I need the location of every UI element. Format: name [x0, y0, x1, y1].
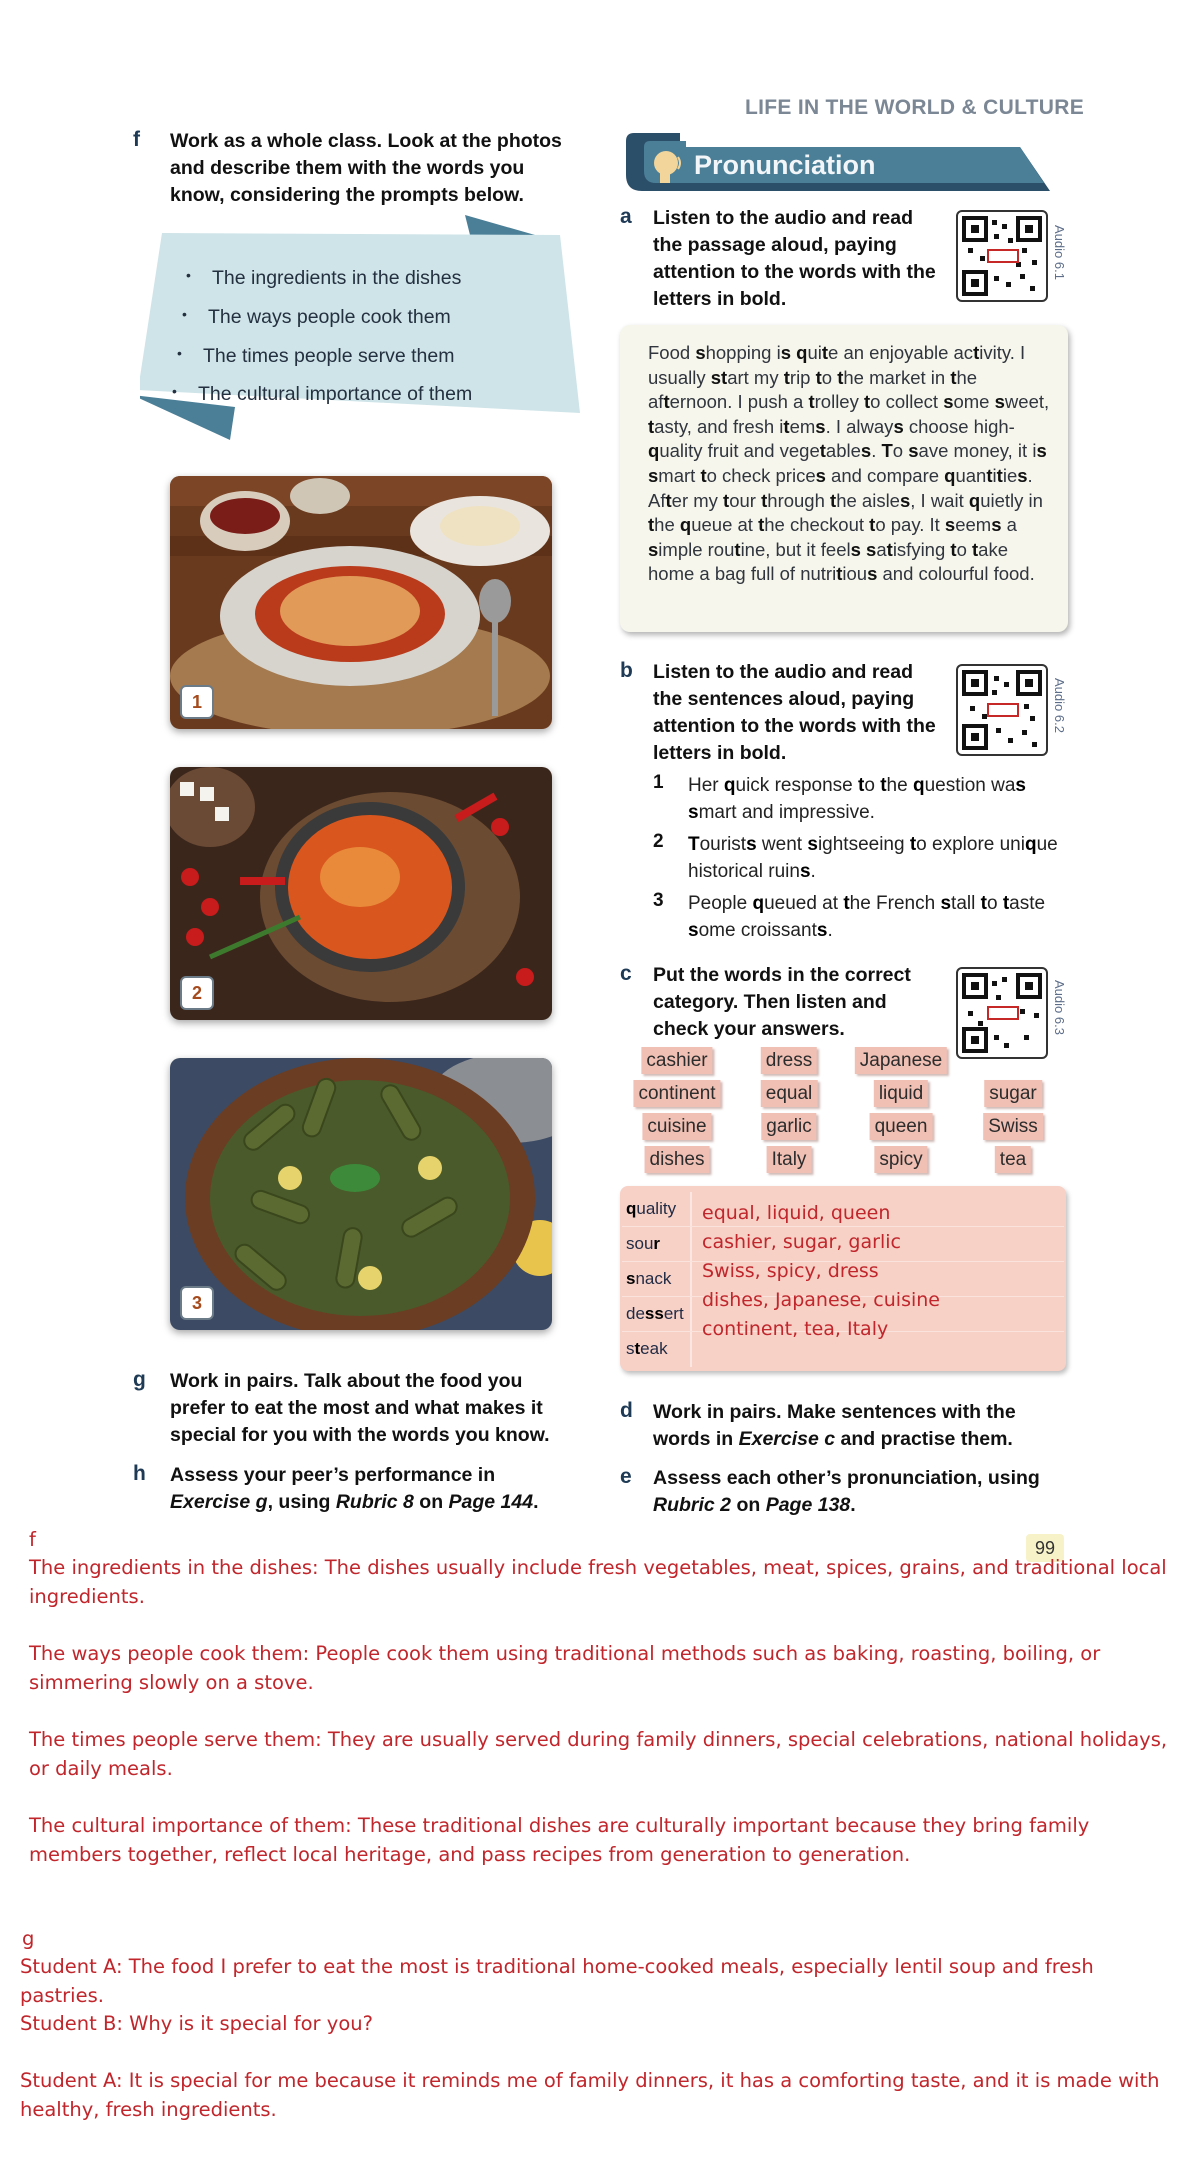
reading-passage-box [620, 325, 1068, 632]
audio-label: Audio 6.2 [1052, 678, 1067, 733]
answer-f-1: The ingredients in the dishes: The dishes usually include fresh vegetables, meat, spices, grains, and traditional local ingredients. [29, 1556, 1167, 1608]
qr-code-audio-6-2[interactable] [956, 664, 1048, 756]
answer-f-2: The ways people cook them: People cook them using traditional methods such as baking, roasting, boiling, or simmering slowly on a stove. [29, 1642, 1101, 1694]
answer-f-4: The cultural importance of them: These traditional dishes are culturally important because they bring family members together, reflect local heritage, and pass recipes from generation to generation. [29, 1814, 1090, 1866]
prompt-list [140, 235, 578, 430]
sentence-text: Her quick response to the question was smart and impressive. [688, 775, 1026, 823]
instruction-line: know, considering the prompts below. [170, 184, 524, 206]
category-answer: cashier, sugar, garlic [702, 1231, 901, 1253]
instruction-line: Put the words in the correct [653, 964, 911, 986]
prompt-item: • The ingredients in the dishes [212, 267, 461, 290]
sentence-number: 3 [653, 890, 664, 911]
word-tag: dishes [645, 1146, 710, 1173]
qr-code-audio-6-1[interactable] [956, 210, 1048, 302]
word-tag: spicy [874, 1146, 927, 1173]
word-tag: Japanese [855, 1047, 947, 1074]
answer-g-2: Student B: Why is it special for you? [20, 2012, 373, 2035]
instruction-line: check your answers. [653, 1018, 845, 1040]
photo-number: 3 [180, 1286, 214, 1320]
qr-code-audio-6-3[interactable] [956, 967, 1048, 1059]
section-title: LIFE IN THE WORLD & CULTURE [744, 96, 1084, 119]
exercise-a-instruction [653, 205, 953, 313]
answer-g-1: Student A: The food I prefer to eat the most is traditional home-cooked meals, especially lentil soup and fresh pastries. [20, 1955, 1094, 2007]
exercise-c-letter: c [620, 962, 632, 985]
qr-code-icon [958, 212, 1046, 300]
pronunciation-title: Pronunciation [694, 150, 876, 180]
category-word: sour [626, 1234, 661, 1253]
photo-number: 1 [180, 685, 214, 719]
prompt-item: • The cultural importance of them [198, 383, 472, 406]
category-word: snack [626, 1269, 672, 1288]
exercise-d-letter: d [620, 1399, 633, 1422]
exercise-d-instruction [653, 1399, 1093, 1453]
instruction-line: Rubric 2 on Page 138. [653, 1494, 856, 1516]
instruction-line: Work as a whole class. Look at the photos [170, 130, 562, 152]
sentence-text: People queued at the French stall to taste some croissants. [688, 893, 1046, 941]
instruction-line: attention to the words with the [653, 261, 936, 283]
category-divider [690, 1192, 692, 1367]
exercise-b-letter: b [620, 659, 633, 682]
word-tag: equal [761, 1080, 818, 1107]
instruction-line: Assess your peer’s performance in [170, 1464, 496, 1486]
answer-g-label: g [22, 1927, 35, 1950]
exercise-g-instruction [170, 1368, 600, 1449]
word-tag: queen [870, 1113, 933, 1140]
word-tag: tea [995, 1146, 1031, 1173]
instruction-line: Work in pairs. Talk about the food you [170, 1370, 523, 1392]
reading-passage: Food shopping is quite an enjoyable activity. I usually start my trip to the market in the afternoon. I push a trolley to collect some sweet, tasty, and fresh items. I always choose high-quality fruit and vegetables. To save money, it is smart to check prices and compare quantities. After my tour through the aisles, I wait quietly in the queue at the checkout to pay. It seems a simple routine, but it feels satisfying to take home a bag full of nutritious and colourful food. [648, 342, 1050, 585]
audio-label: Audio 6.1 [1052, 225, 1067, 280]
prompt-item: • The times people serve them [203, 345, 454, 368]
prompt-box [140, 235, 578, 430]
audio-label: Audio 6.3 [1052, 980, 1067, 1035]
instruction-line: the passage aloud, paying [653, 234, 897, 256]
word-tag: continent [633, 1080, 720, 1107]
exercise-e-letter: e [620, 1465, 632, 1488]
answer-f-3: The times people serve them: They are usually served during family dinners, special celebrations, national holidays, or daily meals. [29, 1728, 1168, 1780]
exercise-h-letter: h [133, 1462, 146, 1485]
instruction-line: Exercise g, using Rubric 8 on Page 144. [170, 1491, 539, 1513]
word-tag: Swiss [983, 1113, 1043, 1140]
instruction-line: Listen to the audio and read [653, 661, 914, 683]
answer-g-3: Student A: It is special for me because it reminds me of family dinners, it has a comforting taste, and it is made with healthy, fresh ingredients. [20, 2069, 1160, 2121]
instruction-line: the sentences aloud, paying [653, 688, 915, 710]
word-tag: garlic [761, 1113, 816, 1140]
word-tag: liquid [874, 1080, 928, 1107]
word-tag: Italy [767, 1146, 812, 1173]
photo-2-menemen [170, 767, 552, 1020]
bean-dish-image [170, 476, 552, 729]
exercise-c-instruction [653, 962, 953, 1043]
instruction-line: prefer to eat the most and what makes it [170, 1397, 543, 1419]
exercise-f-letter: f [133, 128, 140, 151]
category-answer: equal, liquid, queen [702, 1202, 891, 1224]
photo-3-dolma [170, 1058, 552, 1330]
photo-1-beans [170, 476, 552, 729]
exercise-b-instruction [653, 659, 953, 767]
egg-pan-dish-image [170, 767, 552, 1020]
instruction-line: letters in bold. [653, 742, 787, 764]
sentence-number: 2 [653, 831, 664, 852]
sentence-number: 1 [653, 772, 664, 793]
qr-code-icon [958, 666, 1046, 754]
exercise-h-instruction [170, 1462, 600, 1516]
exercise-f-instruction [170, 128, 600, 209]
instruction-line: attention to the words with the [653, 715, 936, 737]
prompt-item: • The ways people cook them [208, 306, 451, 329]
instruction-line: category. Then listen and [653, 991, 887, 1013]
word-tag: sugar [984, 1080, 1042, 1107]
instruction-line: Work in pairs. Make sentences with the [653, 1401, 1016, 1423]
qr-code-icon [958, 969, 1046, 1057]
word-tag: cashier [641, 1047, 712, 1074]
answer-f-label: f [29, 1528, 36, 1551]
instruction-line: words in Exercise c and practise them. [653, 1428, 1013, 1450]
category-word: steak [626, 1339, 668, 1358]
exercise-a-letter: a [620, 205, 632, 228]
instruction-line: and describe them with the words you [170, 157, 525, 179]
stuffed-leaves-image [170, 1058, 552, 1330]
category-answer: continent, tea, Italy [702, 1318, 889, 1340]
exercise-e-instruction [653, 1465, 1093, 1519]
exercise-g-letter: g [133, 1368, 146, 1391]
page-number: 99 [1026, 1534, 1064, 1562]
word-tag: dress [761, 1047, 817, 1074]
instruction-line: Assess each other’s pronunciation, using [653, 1467, 1040, 1489]
photo-number: 2 [180, 976, 214, 1010]
category-word: quality [626, 1199, 677, 1218]
category-answer: Swiss, spicy, dress [702, 1260, 879, 1282]
sentence-text: Tourists went sightseeing to explore unique historical ruins. [688, 834, 1058, 882]
table-row-line [622, 1226, 1064, 1227]
instruction-line: Listen to the audio and read [653, 207, 914, 229]
instruction-line: letters in bold. [653, 288, 787, 310]
category-answer: dishes, Japanese, cuisine [702, 1289, 940, 1311]
category-word: dessert [626, 1304, 684, 1323]
instruction-line: special for you with the words you know. [170, 1424, 550, 1446]
word-tag: cuisine [642, 1113, 711, 1140]
